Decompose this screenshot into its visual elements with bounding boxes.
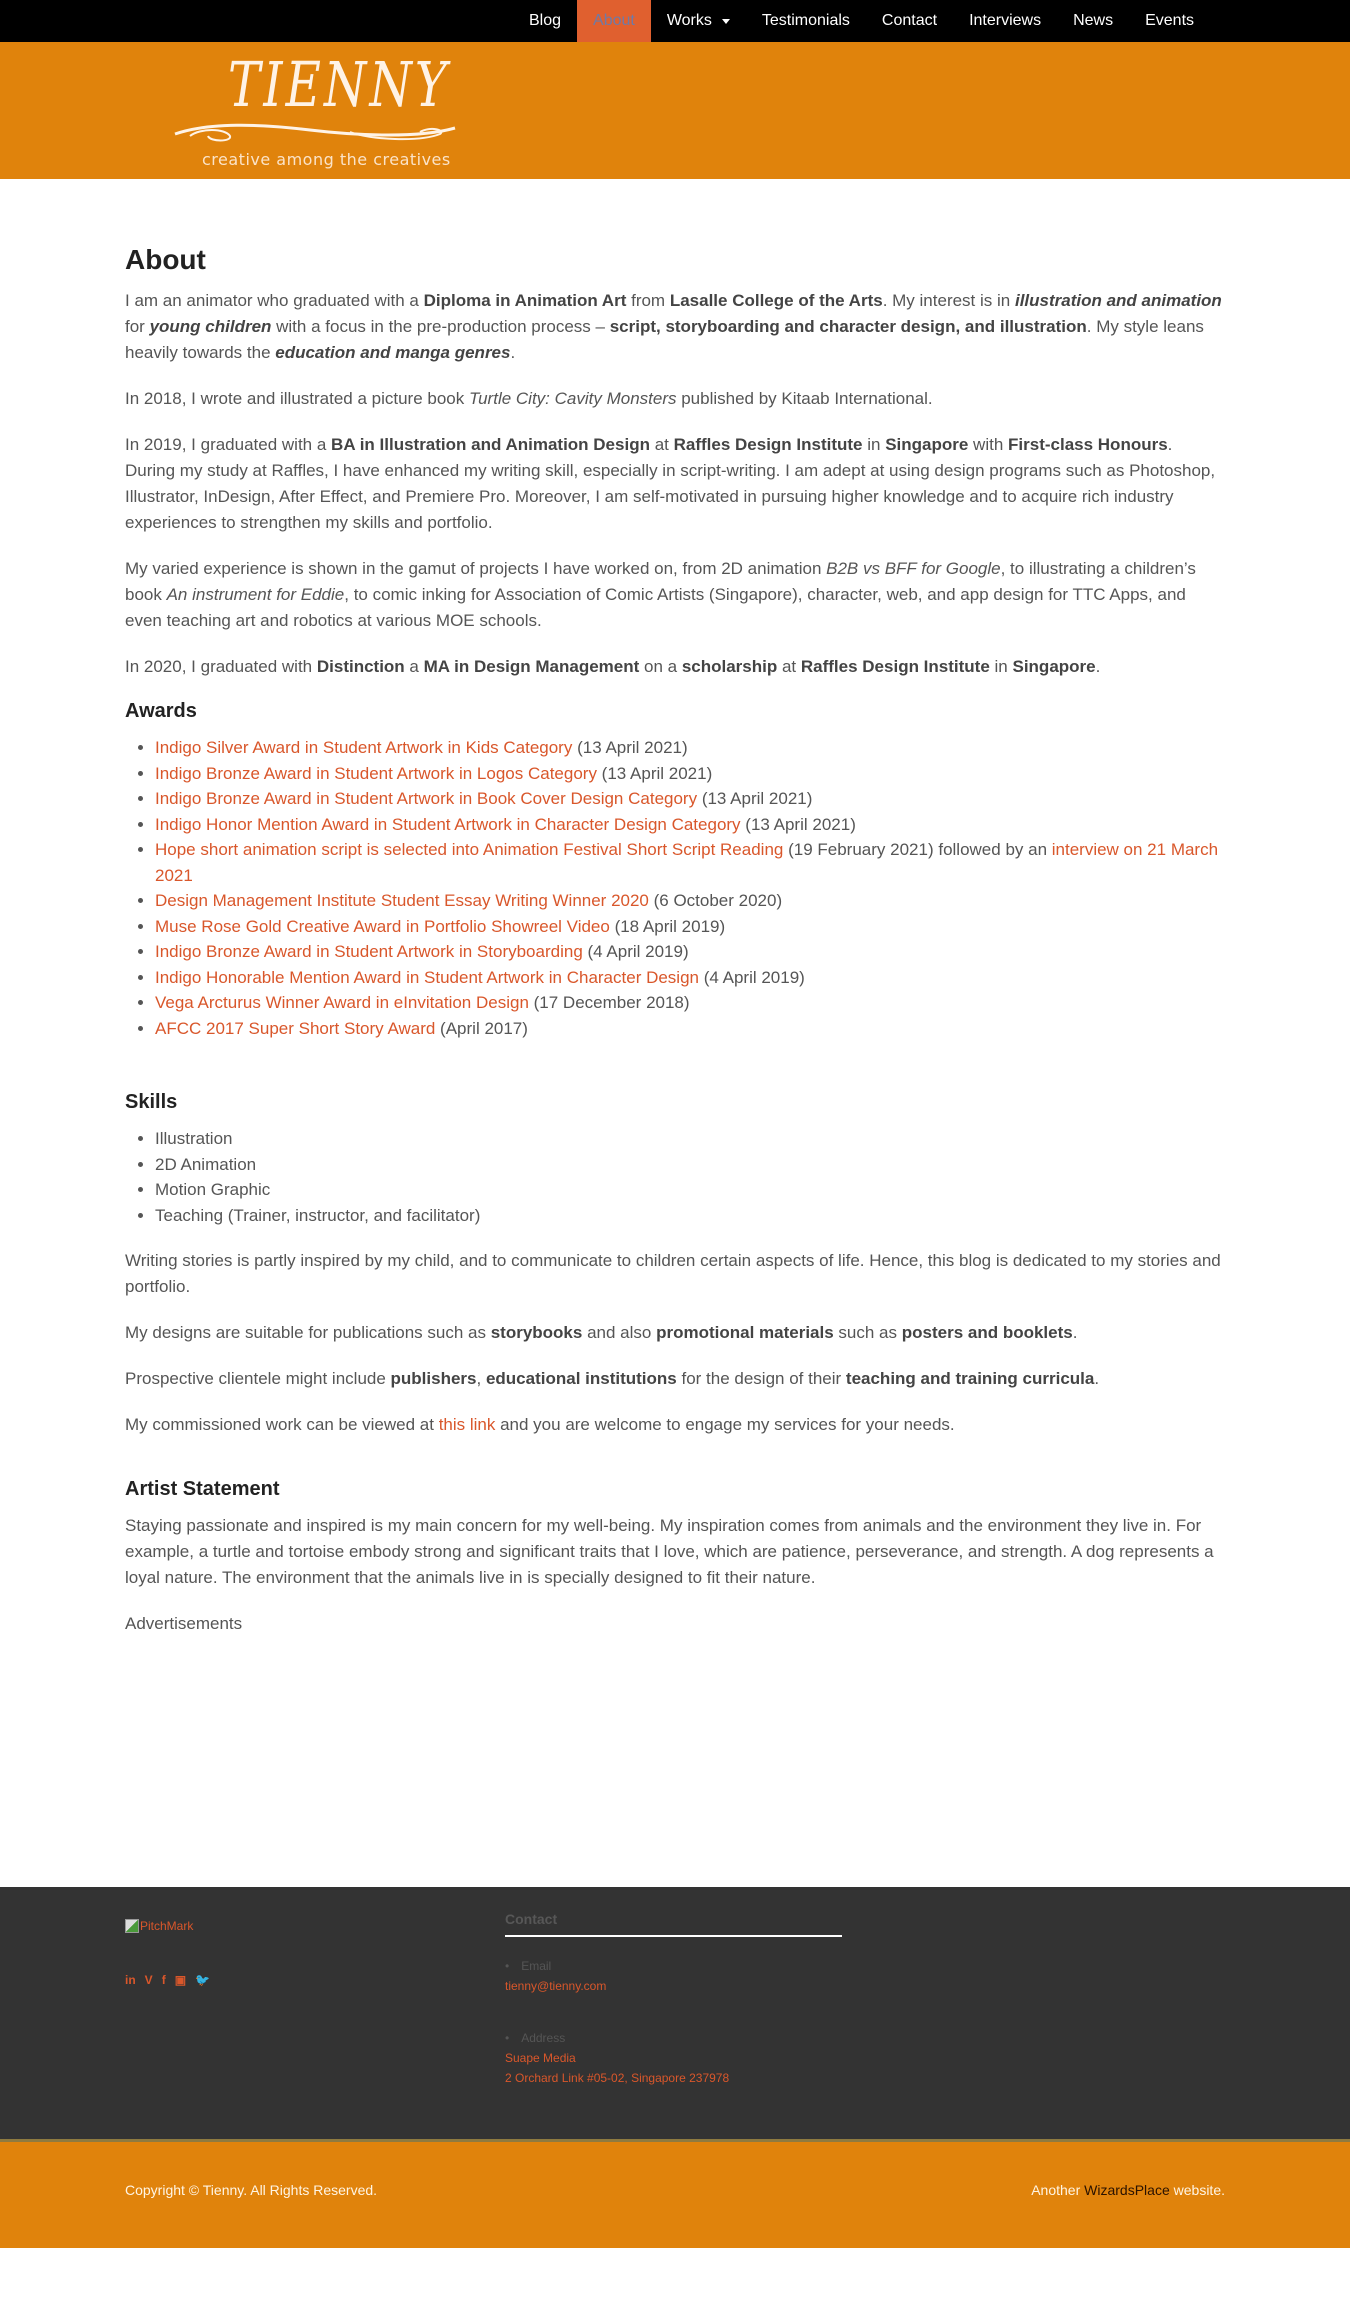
award-date: (17 December 2018) — [528, 993, 690, 1012]
awards-heading: Awards — [125, 700, 197, 722]
contact-heading: Contact — [505, 1911, 842, 1937]
text: Prospective clientele might include — [125, 1369, 391, 1388]
bold-text: storybooks — [490, 1323, 583, 1342]
about-paragraph-2019 — [125, 432, 1225, 536]
award-link[interactable]: Indigo Honorable Mention Award in Student Artwork in Character Design — [155, 967, 699, 987]
bold-text: Raffles Design Institute — [673, 435, 863, 454]
nav-item-news[interactable] — [1057, 0, 1129, 42]
award-item — [155, 1016, 1225, 1042]
bold-text: Raffles Design Institute — [800, 657, 990, 676]
logo-title: TIENNY — [228, 48, 450, 121]
bold-text: Singapore — [1012, 657, 1096, 676]
footer-contact — [505, 1911, 842, 2085]
nav-label: News — [1073, 12, 1114, 29]
book-title: Turtle City: Cavity Monsters — [468, 389, 677, 408]
text: . — [1072, 1323, 1078, 1342]
text: on a — [639, 657, 682, 676]
text: a — [404, 657, 424, 676]
award-link[interactable]: Vega Arcturus Winner Award in eInvitation Design — [155, 993, 529, 1012]
bold-text: Distinction — [316, 657, 405, 676]
text: for the design of their — [676, 1369, 846, 1388]
address-line-2[interactable]: 2 Orchard Link #05-02, Singapore 237978 — [505, 2071, 730, 2085]
about-paragraph-2020 — [125, 654, 1225, 680]
award-date: (13 April 2021) — [596, 763, 713, 783]
logo-tagline: creative among the creatives — [202, 150, 451, 169]
address-label: • Address — [505, 2031, 842, 2045]
award-item — [155, 735, 1225, 761]
bold-text: Singapore — [885, 435, 969, 454]
skill-item: • Illustration — [155, 1126, 1225, 1152]
skills-heading: Skills — [125, 1091, 178, 1113]
nav-label: Events — [1145, 12, 1195, 29]
bold-text: MA in Design Management — [423, 657, 640, 676]
about-paragraph-experience — [125, 556, 1225, 634]
artist-statement-heading: Artist Statement — [125, 1478, 280, 1500]
bold-text: posters and booklets — [901, 1323, 1073, 1342]
nav-item-testimonials[interactable] — [746, 0, 866, 42]
text: published by Kitaab International. — [676, 389, 933, 408]
nav-menu — [513, 0, 1210, 42]
bold-text: scholarship — [681, 657, 778, 676]
award-link[interactable]: AFCC 2017 Super Short Story Award — [155, 1018, 436, 1038]
text: In 2020, I graduated with — [125, 657, 317, 676]
award-link[interactable]: Design Management Institute Student Essay Writing Winner 2020 — [155, 891, 649, 910]
skills-paragraph-inspiration: Writing stories is partly inspired by my child, and to communicate to children certain aspects of life. Hence, this blog is dedicated to my stories and portfolio. — [125, 1251, 1221, 1296]
bold-text: Lasalle College of the Arts — [669, 291, 883, 310]
social-links — [125, 1973, 210, 1987]
main-content — [125, 179, 1225, 1887]
nav-label: About — [593, 12, 635, 29]
text: from — [626, 291, 670, 310]
email-link[interactable]: tienny@tienny.com — [505, 1979, 607, 1993]
text: . My interest is in — [882, 291, 1015, 310]
text: My commissioned work can be viewed at — [125, 1415, 439, 1434]
skill-item: • Motion Graphic — [155, 1177, 1225, 1203]
award-link[interactable]: Indigo Bronze Award in Student Artwork in Storyboarding — [155, 942, 583, 961]
award-date: (6 October 2020) — [648, 891, 783, 910]
skills-list — [125, 1126, 1225, 1228]
text: in — [862, 435, 886, 454]
award-link[interactable]: Indigo Honor Mention Award in Student Artwork in Character Design Category — [155, 814, 741, 834]
email-label: • Email — [505, 1959, 842, 1973]
nav-label: Blog — [529, 12, 562, 29]
artist-statement-body: Staying passionate and inspired is my main concern for my well-being. My inspiration comes from animals and the environment they live in. For example, a turtle and tortoise embody strong and significant traits that I love, which are patience, perseverance, and strength. A dog represents a loyal nature. The environment that the animals live in is specially designed to fit their nature. — [125, 1516, 1214, 1587]
footer-brand-image[interactable] — [125, 1919, 193, 1933]
broken-image-icon — [125, 1919, 139, 1933]
wizardsplace-link[interactable]: WizardsPlace — [1084, 2182, 1170, 2198]
bold-text: publishers — [390, 1369, 477, 1388]
bold-italic-text: young children — [149, 317, 272, 336]
skills-paragraph-commissioned — [125, 1412, 1225, 1438]
facebook-icon[interactable]: f — [161, 1973, 166, 1987]
text: In 2018, I wrote and illustrated a picture book — [125, 389, 469, 408]
text: website. — [1169, 2182, 1225, 2198]
award-item — [155, 786, 1225, 812]
bold-text: Diploma in Animation Art — [423, 291, 627, 310]
bold-text: First-class Honours — [1008, 435, 1168, 454]
caret-down-icon — [722, 19, 730, 24]
award-link[interactable]: Indigo Silver Award in Student Artwork in Kids Category — [155, 738, 573, 757]
spacer — [125, 1458, 1225, 1478]
twitter-icon[interactable]: 🐦 — [195, 1973, 210, 1987]
text: , — [476, 1369, 486, 1388]
text: In 2019, I graduated with a — [125, 435, 332, 454]
text: and you are welcome to engage my services for your needs. — [495, 1415, 955, 1434]
text: in — [989, 657, 1013, 676]
nav-label: Interviews — [969, 12, 1042, 29]
text: with a focus in the pre-production process – — [271, 317, 610, 336]
bold-italic-text: illustration and animation — [1014, 291, 1222, 310]
award-link[interactable]: Indigo Bronze Award in Student Artwork in Logos Category — [155, 763, 597, 783]
text: My designs are suitable for publications such as — [125, 1323, 491, 1342]
nav-item-events[interactable] — [1129, 0, 1210, 42]
nav-item-works[interactable] — [651, 0, 746, 42]
award-item — [155, 939, 1225, 965]
about-paragraph-intro — [125, 288, 1225, 366]
instagram-icon[interactable]: ▣ — [174, 1973, 187, 1987]
header-banner — [0, 42, 1350, 179]
award-item — [155, 965, 1225, 991]
top-navigation — [0, 0, 1350, 42]
bold-italic-text: education and manga genres — [275, 343, 511, 362]
bold-text: teaching and training curricula — [845, 1369, 1095, 1388]
text: such as — [833, 1323, 902, 1342]
linkedin-icon[interactable]: in — [125, 1973, 136, 1987]
interview-link[interactable]: interview on 21 March 2021 — [155, 840, 1219, 885]
award-date: (April 2017) — [435, 1018, 528, 1038]
bold-text: educational institutions — [485, 1369, 677, 1388]
address-line-1[interactable]: Suape Media — [505, 2051, 576, 2065]
award-date: (13 April 2021) — [697, 789, 813, 808]
nav-item-contact[interactable] — [866, 0, 953, 42]
bold-text: BA in Illustration and Animation Design — [331, 435, 650, 454]
award-date: (19 February 2021) followed by an — [783, 840, 1052, 859]
site-credit — [1031, 2182, 1225, 2198]
award-date: (4 April 2019) — [699, 967, 805, 987]
copyright-text: Copyright © Tienny. All Rights Reserved. — [125, 2182, 378, 2198]
text: . — [1094, 1369, 1100, 1388]
text: . — [1095, 657, 1101, 676]
text: , to illustrating a children’s book — [125, 559, 1196, 604]
nav-label: Testimonials — [761, 12, 850, 29]
skill-item: • Teaching (Trainer, instructor, and facilitator) — [155, 1203, 1225, 1229]
about-paragraph-2018 — [125, 386, 1225, 412]
vimeo-icon[interactable]: V — [144, 1973, 153, 1987]
text: at — [649, 435, 674, 454]
award-item — [155, 888, 1225, 914]
award-item — [155, 812, 1225, 838]
award-date: (4 April 2019) — [582, 942, 689, 961]
award-item — [155, 990, 1225, 1016]
nav-item-about[interactable] — [577, 0, 651, 42]
award-date: (13 April 2021) — [740, 814, 856, 834]
awards-list — [125, 735, 1225, 1041]
page-title: About — [125, 244, 206, 275]
text: My varied experience is shown in the gamut of projects I have worked on, from 2D animation — [125, 559, 827, 578]
text: , to comic inking for Association of Comic Artists (Singapore), character, web, and app design for TTC Apps, and even teaching art and robotics at various MOE schools. — [125, 585, 1186, 630]
skills-paragraph-clientele — [125, 1366, 1225, 1392]
bold-text: promotional materials — [656, 1323, 834, 1342]
bold-text: script, storyboarding and character design, and illustration — [609, 317, 1087, 336]
text: Another — [1031, 2182, 1085, 2198]
footer — [0, 1887, 1350, 2142]
text: with — [968, 435, 1009, 454]
bottom-bar — [0, 2142, 1350, 2248]
text: . My style leans heavily towards the — [125, 317, 1204, 362]
nav-label: Contact — [881, 12, 938, 29]
brand-alt-text: PitchMark — [140, 1919, 194, 1933]
text: . — [510, 343, 516, 362]
text: . During my study at Raffles, I have enhanced my writing skill, especially in script-writing. I am adept at using design programs such as Photoshop, Illustrator, InDesign, After Effect, and Premiere Pro. Moreover, I am self-motivated in pursuing higher knowledge and to acquire rich industry experiences to strengthen my skills and portfolio. — [125, 435, 1216, 532]
skill-item: • 2D Animation — [155, 1152, 1225, 1178]
advertisements-label: Advertisements — [125, 1614, 243, 1633]
award-link[interactable]: Hope short animation script is selected into Animation Festival Short Script Reading — [155, 840, 784, 859]
nav-item-interviews[interactable] — [953, 0, 1057, 42]
commissioned-work-link[interactable]: this link — [438, 1415, 496, 1434]
award-link[interactable]: Muse Rose Gold Creative Award in Portfolio Showreel Video — [155, 916, 610, 936]
nav-label: Works — [666, 12, 712, 29]
award-link[interactable]: Indigo Bronze Award in Student Artwork in Book Cover Design Category — [155, 789, 698, 808]
skills-paragraph-designs — [125, 1320, 1225, 1346]
site-logo[interactable] — [170, 48, 460, 173]
award-date: (18 April 2019) — [609, 916, 726, 936]
text: I am an animator who graduated with a — [125, 291, 424, 310]
logo-swirl-ornament — [170, 118, 460, 148]
award-item — [155, 837, 1225, 888]
award-item — [155, 761, 1225, 787]
text: and also — [582, 1323, 657, 1342]
award-date: (13 April 2021) — [572, 738, 688, 757]
text: for — [125, 317, 150, 336]
nav-item-blog[interactable] — [513, 0, 577, 42]
text: at — [777, 657, 801, 676]
award-item — [155, 914, 1225, 940]
project-title: B2B vs BFF for Google — [826, 559, 1001, 578]
book-title: An instrument for Eddie — [166, 585, 345, 604]
